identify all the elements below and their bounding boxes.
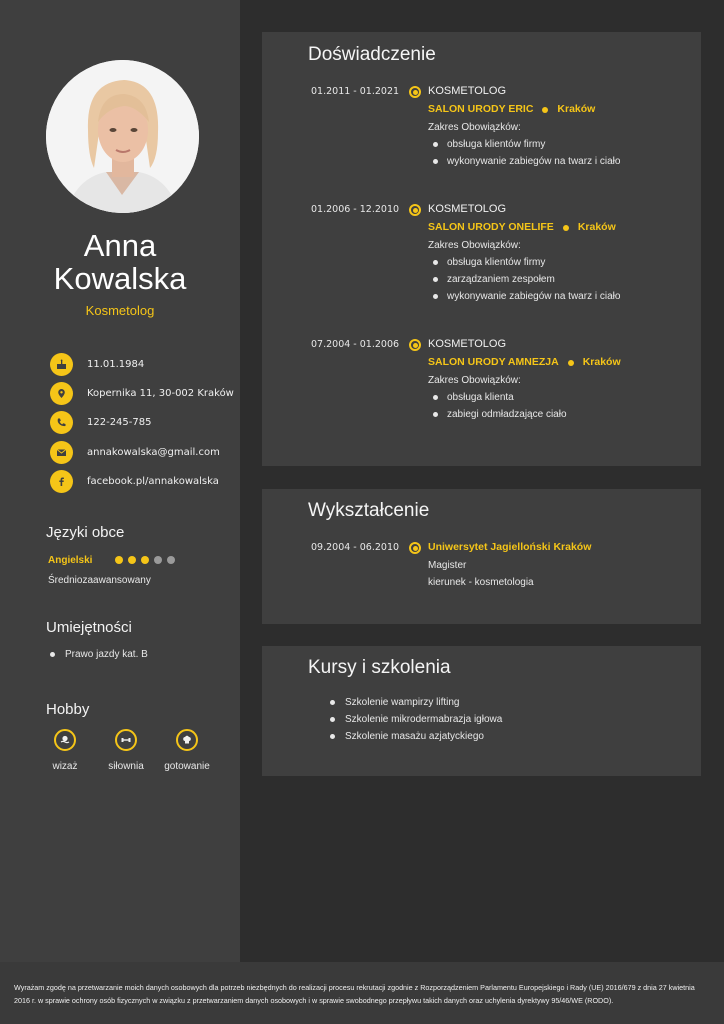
rating-dot-empty xyxy=(154,556,162,564)
field-of-study: kierunek - kosmetologia xyxy=(428,577,534,588)
dumbbell-icon xyxy=(115,729,137,751)
contact-facebook xyxy=(50,469,219,493)
duty-text: zabiegi odmładzające ciało xyxy=(447,409,567,420)
timeline-marker-icon xyxy=(409,204,421,216)
contact-birthdate xyxy=(50,352,144,376)
bullet-icon xyxy=(433,294,438,299)
courses-heading: Kursy i szkolenia xyxy=(308,657,451,678)
hobby-label: gotowanie xyxy=(164,761,210,772)
skill-text: Prawo jazdy kat. B xyxy=(65,649,148,660)
location-pin-icon xyxy=(50,382,73,405)
duty-text: obsługa klientów firmy xyxy=(447,257,546,268)
duties-label: Zakres Obowiązków: xyxy=(428,240,521,251)
birthdate-text: 11.01.1984 xyxy=(87,358,145,370)
education-dates: 09.2004 - 06.2010 xyxy=(311,542,400,553)
duty-item xyxy=(428,153,688,170)
education-entry xyxy=(428,538,688,591)
duty-item xyxy=(428,288,688,305)
duty-text: wykonywanie zabiegów na twarz i ciało xyxy=(447,156,621,167)
course-item xyxy=(330,697,460,708)
duties-label: Zakres Obowiązków: xyxy=(428,375,521,386)
course-text: Szkolenie mikrodermabrazja igłowa xyxy=(345,714,503,725)
language-level: Średniozaawansowany xyxy=(48,575,151,586)
hobby-label: siłownia xyxy=(108,761,144,772)
dot-separator-icon xyxy=(542,107,548,113)
job-company: SALON URODY AMNEZJA xyxy=(428,356,559,368)
envelope-icon xyxy=(50,441,73,464)
sidebar xyxy=(0,0,240,962)
first-name: Anna xyxy=(83,228,157,263)
job-position: KOSMETOLOG xyxy=(428,203,507,215)
rating-dot-filled xyxy=(128,556,136,564)
chef-hat-icon xyxy=(176,729,198,751)
duty-item xyxy=(428,136,688,153)
bullet-icon xyxy=(433,277,438,282)
last-name: Kowalska xyxy=(53,261,187,296)
course-item xyxy=(330,714,502,725)
dot-separator-icon xyxy=(568,360,574,366)
bullet-icon xyxy=(433,159,438,164)
duty-item xyxy=(428,389,688,406)
cake-icon xyxy=(50,353,73,376)
job-company-line xyxy=(428,353,688,372)
school-name: Uniwersytet Jagielloński Kraków xyxy=(428,541,592,553)
bullet-icon xyxy=(330,700,335,705)
job-company-line xyxy=(428,218,688,237)
job-entry xyxy=(428,336,688,423)
duty-text: obsługa klientów firmy xyxy=(447,139,546,150)
course-text: Szkolenie masażu azjatyckiego xyxy=(345,731,484,742)
address-text: Kopernika 11, 30-002 Kraków xyxy=(87,387,234,399)
job-dates: 07.2004 - 01.2006 xyxy=(311,339,400,350)
experience-heading: Doświadczenie xyxy=(308,44,436,65)
bullet-icon xyxy=(433,260,438,265)
timeline-marker-icon xyxy=(409,542,421,554)
job-city: Kraków xyxy=(577,221,616,233)
skills-heading: Umiejętności xyxy=(46,619,132,636)
contact-phone xyxy=(50,410,151,434)
job-dates: 01.2011 - 01.2021 xyxy=(311,86,400,97)
degree: Magister xyxy=(428,560,467,571)
phone-icon xyxy=(50,411,73,434)
hobby-label: wizaż xyxy=(52,761,78,772)
hobby-item xyxy=(96,729,156,772)
course-text: Szkolenie wampirzy lifting xyxy=(345,697,460,708)
job-city: Kraków xyxy=(557,103,596,115)
rating-dot-empty xyxy=(167,556,175,564)
phone-text: 122-245-785 xyxy=(87,416,152,428)
experience-section xyxy=(262,32,701,466)
languages-heading: Języki obce xyxy=(46,524,125,541)
education-heading: Wykształcenie xyxy=(308,500,430,521)
swimming-icon xyxy=(54,729,76,751)
language-rating xyxy=(115,556,175,564)
duty-text: obsługa klienta xyxy=(447,392,514,403)
duty-item xyxy=(428,406,688,423)
job-company-line xyxy=(428,100,688,119)
bullet-icon xyxy=(50,652,55,657)
job-title: Kosmetolog xyxy=(85,303,155,318)
job-entry xyxy=(428,201,688,305)
gdpr-consent-footer: Wyrażam zgodę na przetwarzanie moich danych osobowych dla potrzeb niezbędnych do realizacji procesu rekrutacji zgodnie z Rozporządzeniem Parlamentu Europejskiego i Rady (UE) 2016/679 z dnia 27 kwietnia 2016 r. w sprawie ochrony osób fizycznych w związku z przetwarzaniem danych osobowych i w sprawie swobodnego przepływu takich danych oraz uchylenia dyrektywy 95/46/WE (RODO). xyxy=(0,962,724,1024)
courses-section xyxy=(262,646,701,776)
rating-dot-filled xyxy=(115,556,123,564)
education-section xyxy=(262,489,701,624)
job-company: SALON URODY ERIC xyxy=(428,103,534,115)
job-position: KOSMETOLOG xyxy=(428,85,507,97)
bullet-icon xyxy=(330,734,335,739)
bullet-icon xyxy=(433,412,438,417)
hobby-heading: Hobby xyxy=(46,701,90,718)
bullet-icon xyxy=(330,717,335,722)
job-entry xyxy=(428,83,688,170)
timeline-marker-icon xyxy=(409,86,421,98)
duties-label: Zakres Obowiązków: xyxy=(428,122,521,133)
contact-email xyxy=(50,440,220,464)
email-text: annakowalska@gmail.com xyxy=(87,446,220,458)
duty-item xyxy=(428,271,688,288)
contact-address xyxy=(50,381,234,405)
timeline-marker-icon xyxy=(409,339,421,351)
bullet-icon xyxy=(433,395,438,400)
job-city: Kraków xyxy=(582,356,621,368)
profile-photo xyxy=(46,60,199,213)
bullet-icon xyxy=(433,142,438,147)
duty-text: wykonywanie zabiegów na twarz i ciało xyxy=(447,291,621,302)
dot-separator-icon xyxy=(563,225,569,231)
rating-dot-filled xyxy=(141,556,149,564)
duty-item xyxy=(428,254,688,271)
hobby-item xyxy=(35,729,95,772)
facebook-text: facebook.pl/annakowalska xyxy=(87,475,219,487)
hobby-item xyxy=(157,729,217,772)
duty-text: zarządzaniem zespołem xyxy=(447,274,555,285)
job-position: KOSMETOLOG xyxy=(428,338,507,350)
job-company: SALON URODY ONELIFE xyxy=(428,221,554,233)
facebook-icon xyxy=(50,470,73,493)
language-name: Angielski xyxy=(48,555,93,566)
job-dates: 01.2006 - 12.2010 xyxy=(311,204,400,215)
course-item xyxy=(330,731,484,742)
skill-item xyxy=(50,649,148,660)
